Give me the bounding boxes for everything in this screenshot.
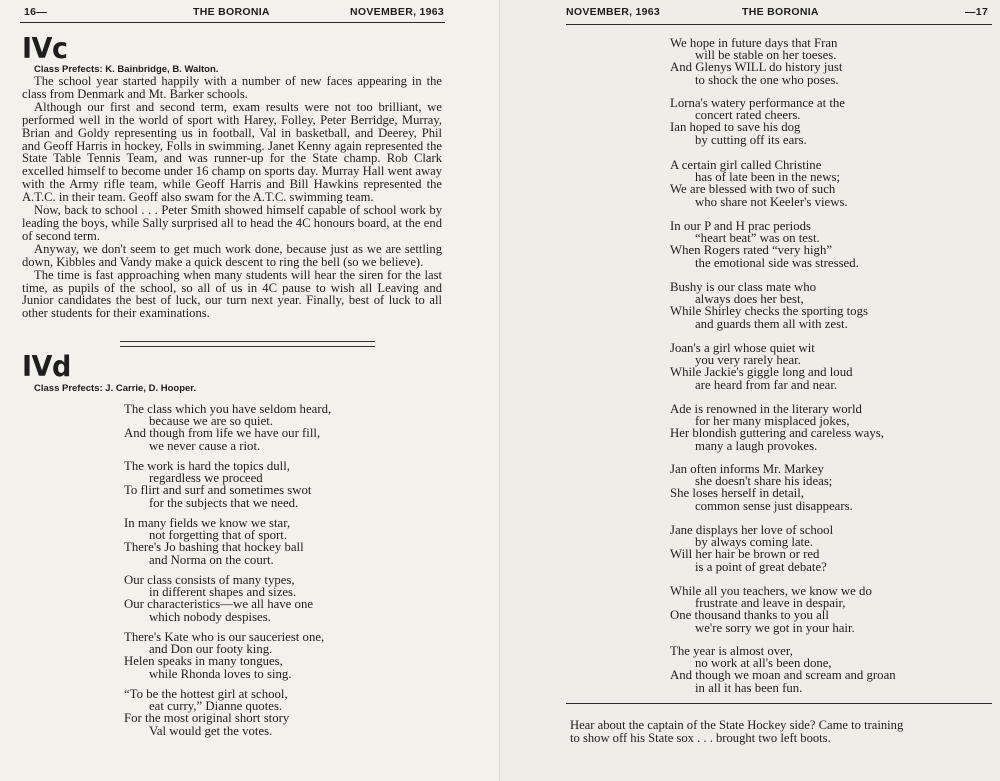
poem-line: While Jackie's giggle long and loud <box>670 365 853 380</box>
poem-line: we're sorry we got in your hair. <box>695 620 855 635</box>
poem-stanza <box>670 585 872 634</box>
poem-line: common sense just disappears. <box>695 498 853 513</box>
poem-stanza <box>124 688 289 737</box>
poem-line: concert rated cheers. <box>695 108 801 123</box>
poem-line: by cutting off its ears. <box>695 132 807 147</box>
poem-line: “To be the hottest girl at school, <box>124 687 288 701</box>
poem-stanza <box>670 97 845 146</box>
ivc-paragraph: The school year started happily with a number of new faces appearing in the class from Denmark and Mt. Barker schools. <box>22 74 442 101</box>
poem-line: Val would get the votes. <box>149 723 273 738</box>
left-header-rule <box>20 22 445 23</box>
poem-stanza <box>670 342 853 391</box>
poem-line: In our P and H prac periods <box>670 219 811 233</box>
poem-line: And though from life we have our fill, <box>124 426 321 441</box>
poem-stanza <box>670 37 842 86</box>
poem-line: you very rarely hear. <box>695 353 801 368</box>
poem-stanza <box>124 460 311 509</box>
poem-line: which nobody despises. <box>149 609 271 624</box>
poem-line: Our characteristics—we all have one <box>124 597 314 612</box>
poem-line: by always coming late. <box>695 535 813 550</box>
poem-line: When Rogers rated “very high” <box>670 243 833 258</box>
poem-line: not forgetting that of sport. <box>149 528 288 543</box>
poem-stanza <box>670 220 859 269</box>
right-magazine-title: THE BORONIA <box>742 6 819 18</box>
poem-line: many a laugh provokes. <box>695 438 818 453</box>
poem-stanza <box>670 463 853 512</box>
poem-line: The class which you have seldom heard, <box>124 402 332 416</box>
poem-line: has of late been in the news; <box>695 170 840 185</box>
ivc-paragraph: Anyway, we don't seem to get much work done, because just as we are settling down, Kibbles and Vandy make a quick descent to ring the bell (so we believe). <box>22 241 442 269</box>
poem-stanza <box>670 645 896 694</box>
ivc-paragraph: Now, back to school . . . Peter Smith showed himself capable of school work by leading the boys, while Sally surprised all to head the 4C honours board, at the end of second term. <box>22 203 442 243</box>
right-page-number: —17 <box>965 6 989 18</box>
poem-line: While Shirley checks the sporting togs <box>670 304 868 319</box>
poem-line: For the most original short story <box>124 711 290 726</box>
poem-line: always does her best, <box>695 292 804 307</box>
poem-line: because we are so quiet. <box>149 414 274 429</box>
poem-line: we never cause a riot. <box>149 438 261 453</box>
poem-line: A certain girl called Christine <box>670 158 822 172</box>
poem-line: While all you teachers, we know we do <box>670 584 872 598</box>
poem-line: in different shapes and sizes. <box>149 585 297 600</box>
poem-stanza <box>670 524 833 573</box>
ivc-prefects: Class Prefects: K. Bainbridge, B. Walton. <box>34 64 219 75</box>
poem-line: We are blessed with two of such <box>670 182 836 197</box>
poem-line: “heart beat” was on test. <box>695 231 820 246</box>
poem-stanza <box>124 574 313 623</box>
poem-stanza <box>124 517 304 566</box>
poem-line: Lorna's watery performance at the <box>670 96 845 110</box>
poem-line: Our class consists of many types, <box>124 573 295 587</box>
ivc-paragraph: The time is fast approaching when many students will hear the siren for the last time, as pupils of the school, so all of us in 4C pause to wish all Leaving and Junior candidates the best of luck, our turn next year. Finally, best of luck to all other students for their examinations. <box>22 267 442 321</box>
poem-line: who share not Keeler's views. <box>695 194 848 209</box>
poem-line: Ian hoped to save his dog <box>670 120 801 135</box>
poem-line: for her many misplaced jokes, <box>695 414 850 429</box>
right-header <box>500 6 1000 20</box>
footer-joke <box>570 719 990 745</box>
ivc-title: IVc <box>22 33 68 66</box>
left-date: NOVEMBER, 1963 <box>350 6 445 18</box>
poem-line: The work is hard the topics dull, <box>124 459 290 473</box>
poem-line: the emotional side was stressed. <box>695 255 859 270</box>
poem-line: The year is almost over, <box>670 644 793 658</box>
poem-line: is a point of great debate? <box>695 559 827 574</box>
poem-stanza <box>124 403 331 452</box>
poem-line: will be stable on her toeses. <box>695 48 837 63</box>
poem-line: eat curry,” Dianne quotes. <box>149 699 283 714</box>
poem-line: regardless we proceed <box>149 471 263 486</box>
poem-line: and guards them all with zest. <box>695 316 848 331</box>
poem-stanza <box>124 631 324 680</box>
poem-line: We hope in future days that Fran <box>670 36 838 50</box>
footer-line: Hear about the captain of the State Hockey side? Came to training <box>570 718 904 732</box>
poem-line: One thousand thanks to you all <box>670 608 829 623</box>
poem-line: She loses herself in detail, <box>670 486 804 501</box>
poem-line: to shock the one who poses. <box>695 72 839 87</box>
ivc-article <box>22 75 442 320</box>
poem-line: And though we moan and scream and groan <box>670 668 896 683</box>
ivd-title: IVd <box>22 351 71 384</box>
poem-line: Jane displays her love of school <box>670 523 834 537</box>
left-magazine-title: THE BORONIA <box>193 6 270 18</box>
poem-line: frustrate and leave in despair, <box>695 596 846 611</box>
poem-line: There's Jo bashing that hockey ball <box>124 540 304 555</box>
poem-line: are heard from far and near. <box>695 377 838 392</box>
footer-rule <box>566 703 992 704</box>
poem-line: Jan often informs Mr. Markey <box>670 462 824 476</box>
poem-line: Joan's a girl whose quiet wit <box>670 341 815 355</box>
poem-line: Will her hair be brown or red <box>670 547 820 562</box>
poem-stanza <box>670 403 884 452</box>
poem-line: for the subjects that we need. <box>149 495 299 510</box>
poem-line: she doesn't share his ideas; <box>695 474 833 489</box>
left-page-number: 16— <box>24 6 48 18</box>
poem-line: There's Kate who is our sauceriest one, <box>124 630 325 644</box>
right-page <box>500 0 1000 781</box>
right-header-rule <box>566 24 992 25</box>
poem-line: and Don our footy king. <box>149 642 273 657</box>
poem-line: To flirt and surf and sometimes swot <box>124 483 312 498</box>
footer-line: to show off his State sox . . . brought two left boots. <box>570 731 831 745</box>
poem-line: Bushy is our class mate who <box>670 280 817 294</box>
right-date: NOVEMBER, 1963 <box>566 6 661 18</box>
ivd-prefects: Class Prefects: J. Carrie, D. Hooper. <box>34 383 197 394</box>
poem-line: Her blondish guttering and careless ways, <box>670 426 884 441</box>
poem-line: in all it has been fun. <box>695 680 803 695</box>
poem-line: Ade is renowned in the literary world <box>670 402 862 416</box>
poem-stanza <box>670 159 848 208</box>
poem-line: In many fields we know we star, <box>124 516 291 530</box>
ivc-paragraph: Although our first and second term, exam results were not too brilliant, we performed well in the world of sport with Harey, Folley, Peter Berridge, Murray, Brian and Goldy representing us in football, Val in basketball, and Deerey, Phil and Geoff Harris in hockey, Folls in swimming. Janet Kenny again represented the State Table Tennis Team, and was runner-up for the State champ. Rob Clark excelled himself to become under 16 champ on sports day. Murray Hall went away with the Army rifle team, while Geoff Harris and Bill Hawkins represented the A.T.C. in their team. Geoff also swam for the A.T.C. swimming team. <box>22 99 442 205</box>
poem-stanza <box>670 281 868 330</box>
poem-line: and Norma on the court. <box>149 552 274 567</box>
poem-line: while Rhonda loves to sing. <box>149 666 292 681</box>
left-header <box>0 6 500 20</box>
poem-line: Helen speaks in many tongues, <box>124 654 283 669</box>
poem-line: And Glenys WILL do history just <box>670 60 843 75</box>
poem-line: no work at all's been done, <box>695 656 832 671</box>
section-divider <box>120 341 375 347</box>
